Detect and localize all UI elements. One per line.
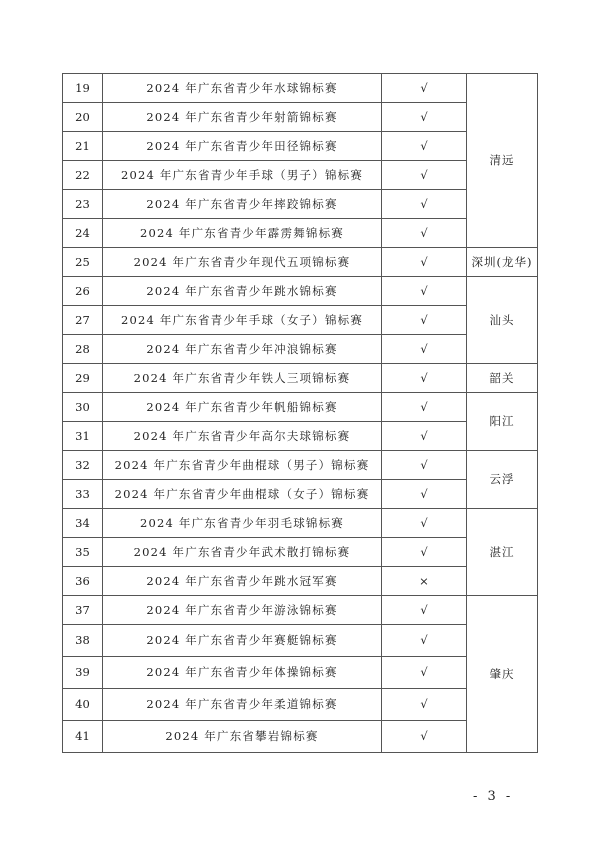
event-name: 2024 年广东省青少年霹雳舞锦标赛	[103, 219, 382, 248]
status-mark: √	[382, 277, 467, 306]
row-number: 28	[63, 335, 103, 364]
table-row	[63, 103, 538, 132]
table-row	[63, 393, 538, 422]
row-number: 30	[63, 393, 103, 422]
table-row	[63, 567, 538, 596]
row-number: 41	[63, 721, 103, 753]
table-row	[63, 422, 538, 451]
table-row	[63, 538, 538, 567]
status-mark: √	[382, 103, 467, 132]
host-city: 云浮	[467, 451, 538, 509]
status-mark: √	[382, 721, 467, 753]
row-number: 24	[63, 219, 103, 248]
table-row	[63, 335, 538, 364]
row-number: 37	[63, 596, 103, 625]
table-row	[63, 132, 538, 161]
row-number: 40	[63, 689, 103, 721]
event-name: 2024 年广东省青少年手球（男子）锦标赛	[103, 161, 382, 190]
row-number: 21	[63, 132, 103, 161]
host-city: 湛江	[467, 509, 538, 596]
status-mark: √	[382, 422, 467, 451]
row-number: 36	[63, 567, 103, 596]
status-mark: √	[382, 657, 467, 689]
host-city: 阳江	[467, 393, 538, 451]
host-city: 深圳(龙华)	[467, 248, 538, 277]
table-row	[63, 689, 538, 721]
row-number: 39	[63, 657, 103, 689]
row-number: 19	[63, 74, 103, 103]
table-row	[63, 596, 538, 625]
host-city: 韶关	[467, 364, 538, 393]
event-name: 2024 年广东省青少年曲棍球（男子）锦标赛	[103, 451, 382, 480]
status-mark: √	[382, 248, 467, 277]
row-number: 35	[63, 538, 103, 567]
event-name: 2024 年广东省青少年体操锦标赛	[103, 657, 382, 689]
table-row	[63, 248, 538, 277]
status-mark: √	[382, 190, 467, 219]
event-name: 2024 年广东省青少年羽毛球锦标赛	[103, 509, 382, 538]
event-name: 2024 年广东省青少年跳水冠军赛	[103, 567, 382, 596]
row-number: 31	[63, 422, 103, 451]
row-number: 34	[63, 509, 103, 538]
table-row	[63, 190, 538, 219]
table-row	[63, 509, 538, 538]
event-name: 2024 年广东省青少年赛艇锦标赛	[103, 625, 382, 657]
table-row	[63, 161, 538, 190]
table-row	[63, 74, 538, 103]
status-mark: √	[382, 689, 467, 721]
table-row	[63, 277, 538, 306]
status-mark: √	[382, 306, 467, 335]
status-mark: √	[382, 161, 467, 190]
status-mark: √	[382, 335, 467, 364]
status-mark: √	[382, 74, 467, 103]
event-name: 2024 年广东省青少年武术散打锦标赛	[103, 538, 382, 567]
status-mark: √	[382, 132, 467, 161]
row-number: 25	[63, 248, 103, 277]
status-mark: √	[382, 219, 467, 248]
host-city: 清远	[467, 74, 538, 248]
status-mark: √	[382, 509, 467, 538]
status-mark: √	[382, 625, 467, 657]
event-name: 2024 年广东省青少年游泳锦标赛	[103, 596, 382, 625]
event-name: 2024 年广东省青少年手球（女子）锦标赛	[103, 306, 382, 335]
status-mark: ×	[382, 567, 467, 596]
events-table	[62, 73, 538, 753]
event-name: 2024 年广东省青少年高尔夫球锦标赛	[103, 422, 382, 451]
table-row	[63, 219, 538, 248]
row-number: 23	[63, 190, 103, 219]
table-row	[63, 625, 538, 657]
event-name: 2024 年广东省青少年帆船锦标赛	[103, 393, 382, 422]
host-city: 肇庆	[467, 596, 538, 753]
row-number: 38	[63, 625, 103, 657]
host-city: 汕头	[467, 277, 538, 364]
event-name: 2024 年广东省青少年现代五项锦标赛	[103, 248, 382, 277]
row-number: 26	[63, 277, 103, 306]
status-mark: √	[382, 451, 467, 480]
row-number: 32	[63, 451, 103, 480]
event-name: 2024 年广东省攀岩锦标赛	[103, 721, 382, 753]
table-row	[63, 451, 538, 480]
table-row	[63, 364, 538, 393]
table-row	[63, 657, 538, 689]
status-mark: √	[382, 538, 467, 567]
table-row	[63, 480, 538, 509]
event-name: 2024 年广东省青少年跳水锦标赛	[103, 277, 382, 306]
status-mark: √	[382, 596, 467, 625]
event-name: 2024 年广东省青少年冲浪锦标赛	[103, 335, 382, 364]
row-number: 29	[63, 364, 103, 393]
status-mark: √	[382, 364, 467, 393]
row-number: 22	[63, 161, 103, 190]
event-name: 2024 年广东省青少年曲棍球（女子）锦标赛	[103, 480, 382, 509]
table-row	[63, 306, 538, 335]
event-name: 2024 年广东省青少年水球锦标赛	[103, 74, 382, 103]
status-mark: √	[382, 480, 467, 509]
row-number: 27	[63, 306, 103, 335]
row-number: 20	[63, 103, 103, 132]
table-row	[63, 721, 538, 753]
event-name: 2024 年广东省青少年摔跤锦标赛	[103, 190, 382, 219]
event-name: 2024 年广东省青少年铁人三项锦标赛	[103, 364, 382, 393]
row-number: 33	[63, 480, 103, 509]
page-number: - 3 -	[473, 789, 514, 804]
status-mark: √	[382, 393, 467, 422]
event-name: 2024 年广东省青少年柔道锦标赛	[103, 689, 382, 721]
event-name: 2024 年广东省青少年射箭锦标赛	[103, 103, 382, 132]
event-name: 2024 年广东省青少年田径锦标赛	[103, 132, 382, 161]
